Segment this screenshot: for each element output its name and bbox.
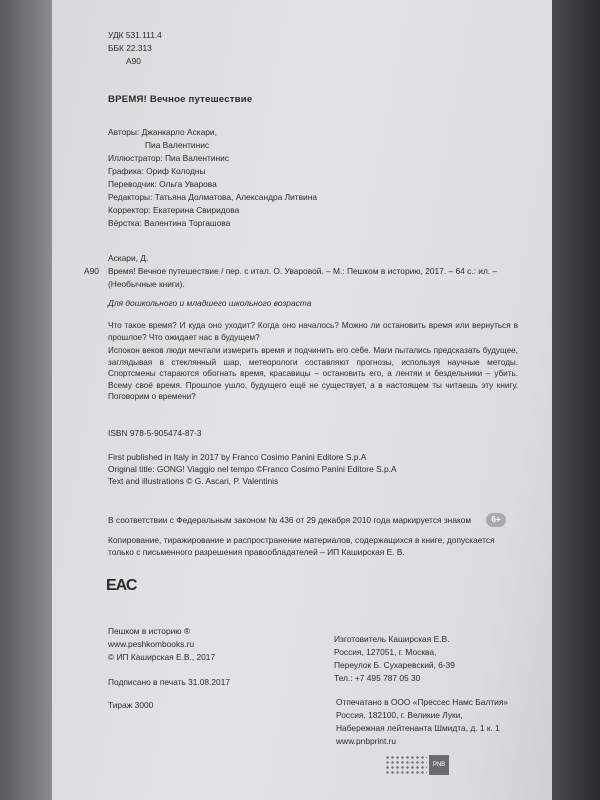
pnb-logo-dots: [385, 755, 427, 775]
author-mark: А90: [126, 56, 141, 66]
manufacturer-line: Переулок Б. Сухаревский, 6-39: [334, 660, 455, 670]
credit-line: Редакторы: Татьяна Долматова, Александра Литвина: [108, 192, 318, 202]
biblio-line: (Необычные книги).: [108, 279, 185, 289]
credit-line: Графика: Ориф Колодны: [108, 166, 206, 176]
publisher-line: www.peshkombooks.ru: [108, 639, 195, 649]
print-run: Тираж 3000: [108, 700, 154, 710]
printer-line: www.pnbprint.ru: [336, 736, 397, 746]
pnb-logo-text: PNB: [429, 755, 449, 775]
biblio-author: Аскари, Д.: [108, 253, 149, 263]
manufacturer-line: Изготовитель Каширская Е.В.: [334, 634, 450, 644]
isbn: ISBN 978-5-905474-87-3: [108, 428, 202, 438]
credit-line: Вёрстка: Валентина Торгашова: [108, 218, 231, 228]
audience-note: Для дошкольного и младшего школьного возраста: [108, 298, 312, 308]
copy-notice-line: Копирование, тиражирование и распространение материалов, содержащихся в книге, допускается: [108, 535, 495, 545]
printer-line: Отпечатано в ООО «Прессес Намс Балтия»: [336, 697, 509, 707]
bbk-code: ББК 22.313: [108, 43, 152, 53]
annotation-questions: Что такое время? И куда оно уходит? Когда оно началось? Можно ли остановить время или вернуться в прошлое? Что ожидает нас в будущем?: [108, 321, 518, 342]
first-published-line: Text and illustrations © G. Ascari, P. Valentinis: [108, 476, 279, 486]
first-published-line: First published in Italy in 2017 by Franco Cosimo Panini Editore S.p.A: [108, 452, 367, 462]
manufacturer-line: Тел.: +7 495 787 05 30: [334, 673, 421, 683]
first-published-line: Original title: GONG! Viaggio nel tempo ©Franco Cosimo Panini Editore S.p.A: [108, 464, 397, 474]
credit-line: Корректор: Екатерина Свиридова: [108, 205, 240, 215]
credit-line: Авторы: Джанкарло Аскари,: [108, 127, 217, 137]
printer-line: Россия, 182100, г. Великие Луки,: [336, 710, 463, 720]
eac-mark-icon: ЕАС: [106, 577, 137, 594]
book-title: ВРЕМЯ! Вечное путешествие: [108, 94, 253, 105]
pnb-logo-icon: [385, 753, 463, 777]
background-right: [552, 0, 600, 800]
credit-line: Иллюстратор: Пиа Валентинис: [108, 153, 230, 163]
law-notice: В соответствии с Федеральным законом № 436 от 29 декабря 2010 года маркируется знаком: [108, 515, 472, 525]
printer-line: Набережная лейтенанта Шмидта, д. 1 к. 1: [336, 723, 500, 733]
credit-line: Переводчик: Ольга Уварова: [108, 179, 217, 189]
page-shadow-left: [0, 0, 52, 800]
annotation-body: Испокон веков люди мечтали измерить время и подчинить его себе. Маги пытались предсказать будущее, заглядывая в стеклянный шар, метеорологи составляют прогнозы, используя научные методы. Спортсмены стараются обогнать время, красавицы – остановить его, а лентяи и бездельники – убить. Всему своё время. Прошлое ушло, будущего ещё не существует, а в настоящем ты читаешь эту книгу. Поговорим о времени?: [108, 346, 518, 402]
credit-line: Пиа Валентинис: [145, 140, 210, 150]
publisher-line: Пешком в историю ®: [108, 626, 191, 636]
manufacturer-line: Россия, 127051, г. Москва,: [334, 647, 437, 657]
biblio-code: А90: [84, 266, 99, 276]
age-rating-badge: 6+: [486, 513, 506, 527]
biblio-line: Время! Вечное путешествие / пер. с итал. О. Уваровой. – М.: Пешком в историю, 2017. – 64 с.: ил. –: [108, 266, 498, 276]
signed-date: Подписано в печать 31.08.2017: [108, 677, 231, 687]
copy-notice-line: только с письменного разрешения правообладателей – ИП Каширская Е. В.: [108, 547, 405, 557]
udk-code: УДК 531.111.4: [108, 30, 162, 40]
publisher-line: © ИП Каширская Е.В., 2017: [108, 652, 216, 662]
